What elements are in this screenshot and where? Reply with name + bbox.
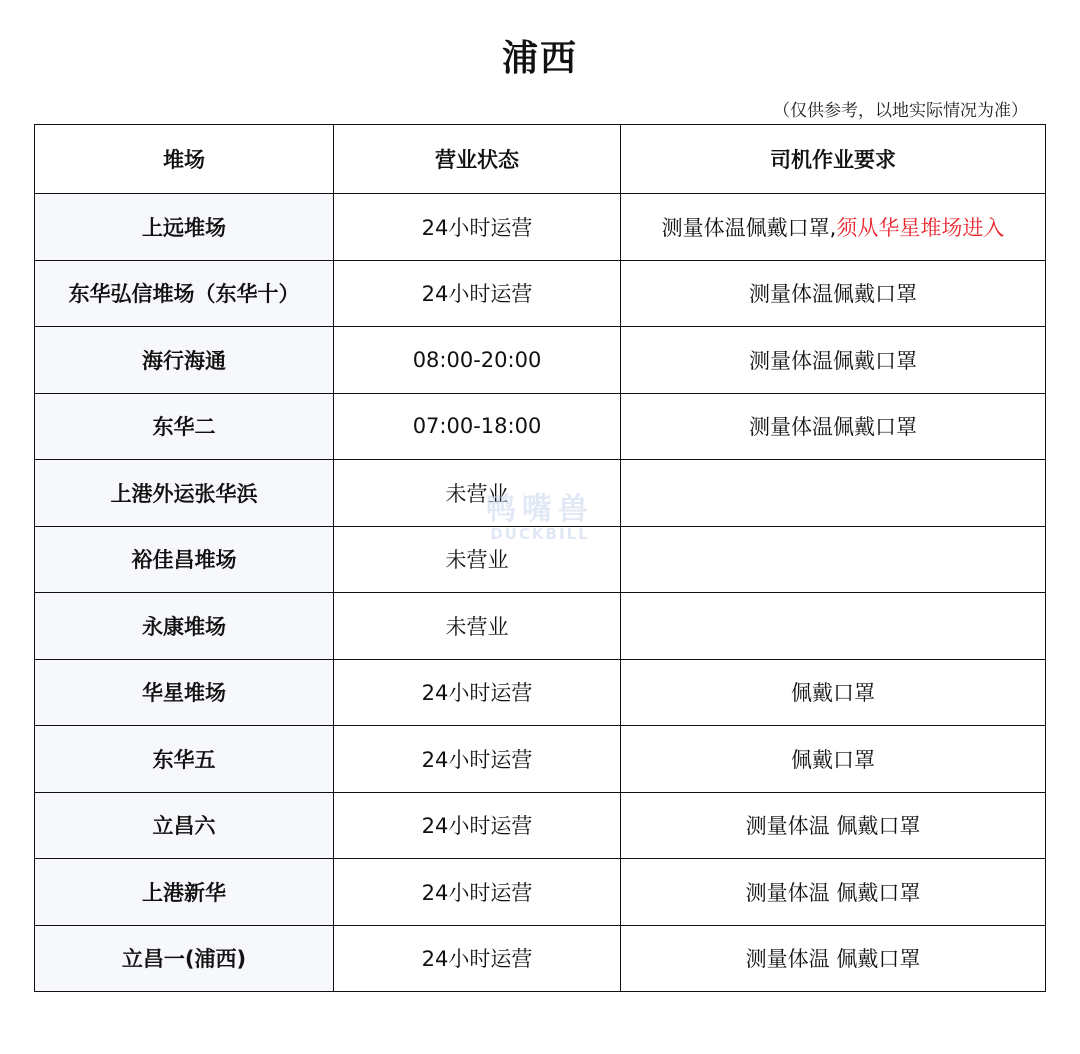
yard-name-cell: 东华二: [35, 393, 334, 460]
table-row: [35, 593, 1046, 660]
status-cell: 24小时运营: [334, 859, 621, 926]
requirement-cell: 测量体温佩戴口罩: [621, 327, 1046, 394]
yard-name-cell: 上港外运张华浜: [35, 460, 334, 527]
table-row: [35, 792, 1046, 859]
table-row: [35, 393, 1046, 460]
table-row: [35, 460, 1046, 527]
yard-name-cell: 裕佳昌堆场: [35, 526, 334, 593]
table-header-row: [35, 125, 1046, 194]
requirement-text: 测量体温佩戴口罩,: [661, 215, 837, 240]
status-cell: 24小时运营: [334, 659, 621, 726]
status-cell: 未营业: [334, 526, 621, 593]
requirement-cell: 佩戴口罩: [621, 726, 1046, 793]
table-row: [35, 260, 1046, 327]
status-cell: 未营业: [334, 593, 621, 660]
table-row: [35, 659, 1046, 726]
yard-name-cell: 上港新华: [35, 859, 334, 926]
requirement-cell: [621, 460, 1046, 527]
yard-name-cell: 东华五: [35, 726, 334, 793]
yard-name-cell: 立昌一(浦西): [35, 925, 334, 992]
yard-status-table: [34, 124, 1046, 992]
status-cell: 24小时运营: [334, 726, 621, 793]
table-row: [35, 526, 1046, 593]
status-cell: 24小时运营: [334, 194, 621, 261]
page-title: 浦西: [501, 38, 578, 79]
requirement-cell: 测量体温 佩戴口罩: [621, 859, 1046, 926]
yard-name-cell: 立昌六: [35, 792, 334, 859]
requirement-cell: [621, 194, 1046, 261]
status-cell: 24小时运营: [334, 925, 621, 992]
table-row: [35, 327, 1046, 394]
header-yard: 堆场: [35, 125, 334, 194]
table-row: [35, 194, 1046, 261]
requirement-cell: [621, 526, 1046, 593]
header-requirement: 司机作业要求: [621, 125, 1046, 194]
header-status: 营业状态: [334, 125, 621, 194]
table-row: [35, 859, 1046, 926]
yard-name-cell: 永康堆场: [35, 593, 334, 660]
requirement-cell: 测量体温 佩戴口罩: [621, 925, 1046, 992]
status-cell: 未营业: [334, 460, 621, 527]
table-row: [35, 726, 1046, 793]
requirement-alert-text: 须从华星堆场进入: [836, 215, 1005, 240]
requirement-cell: 佩戴口罩: [621, 659, 1046, 726]
status-cell: 08:00-20:00: [334, 327, 621, 394]
requirement-cell: [621, 593, 1046, 660]
yard-name-cell: 东华弘信堆场（东华十）: [35, 260, 334, 327]
requirement-cell: 测量体温 佩戴口罩: [621, 792, 1046, 859]
disclaimer-note: （仅供参考，以地实际情况为准）: [773, 101, 1028, 121]
table-row: [35, 925, 1046, 992]
status-cell: 24小时运营: [334, 260, 621, 327]
yard-name-cell: 上远堆场: [35, 194, 334, 261]
watermark-cn-text: 鸭嘴兽: [486, 492, 594, 527]
status-cell: 07:00-18:00: [334, 393, 621, 460]
requirement-cell: 测量体温佩戴口罩: [621, 393, 1046, 460]
status-cell: 24小时运营: [334, 792, 621, 859]
requirement-cell: 测量体温佩戴口罩: [621, 260, 1046, 327]
watermark-en-text: DUCKBILL: [490, 525, 590, 543]
yard-name-cell: 海行海通: [35, 327, 334, 394]
yard-name-cell: 华星堆场: [35, 659, 334, 726]
